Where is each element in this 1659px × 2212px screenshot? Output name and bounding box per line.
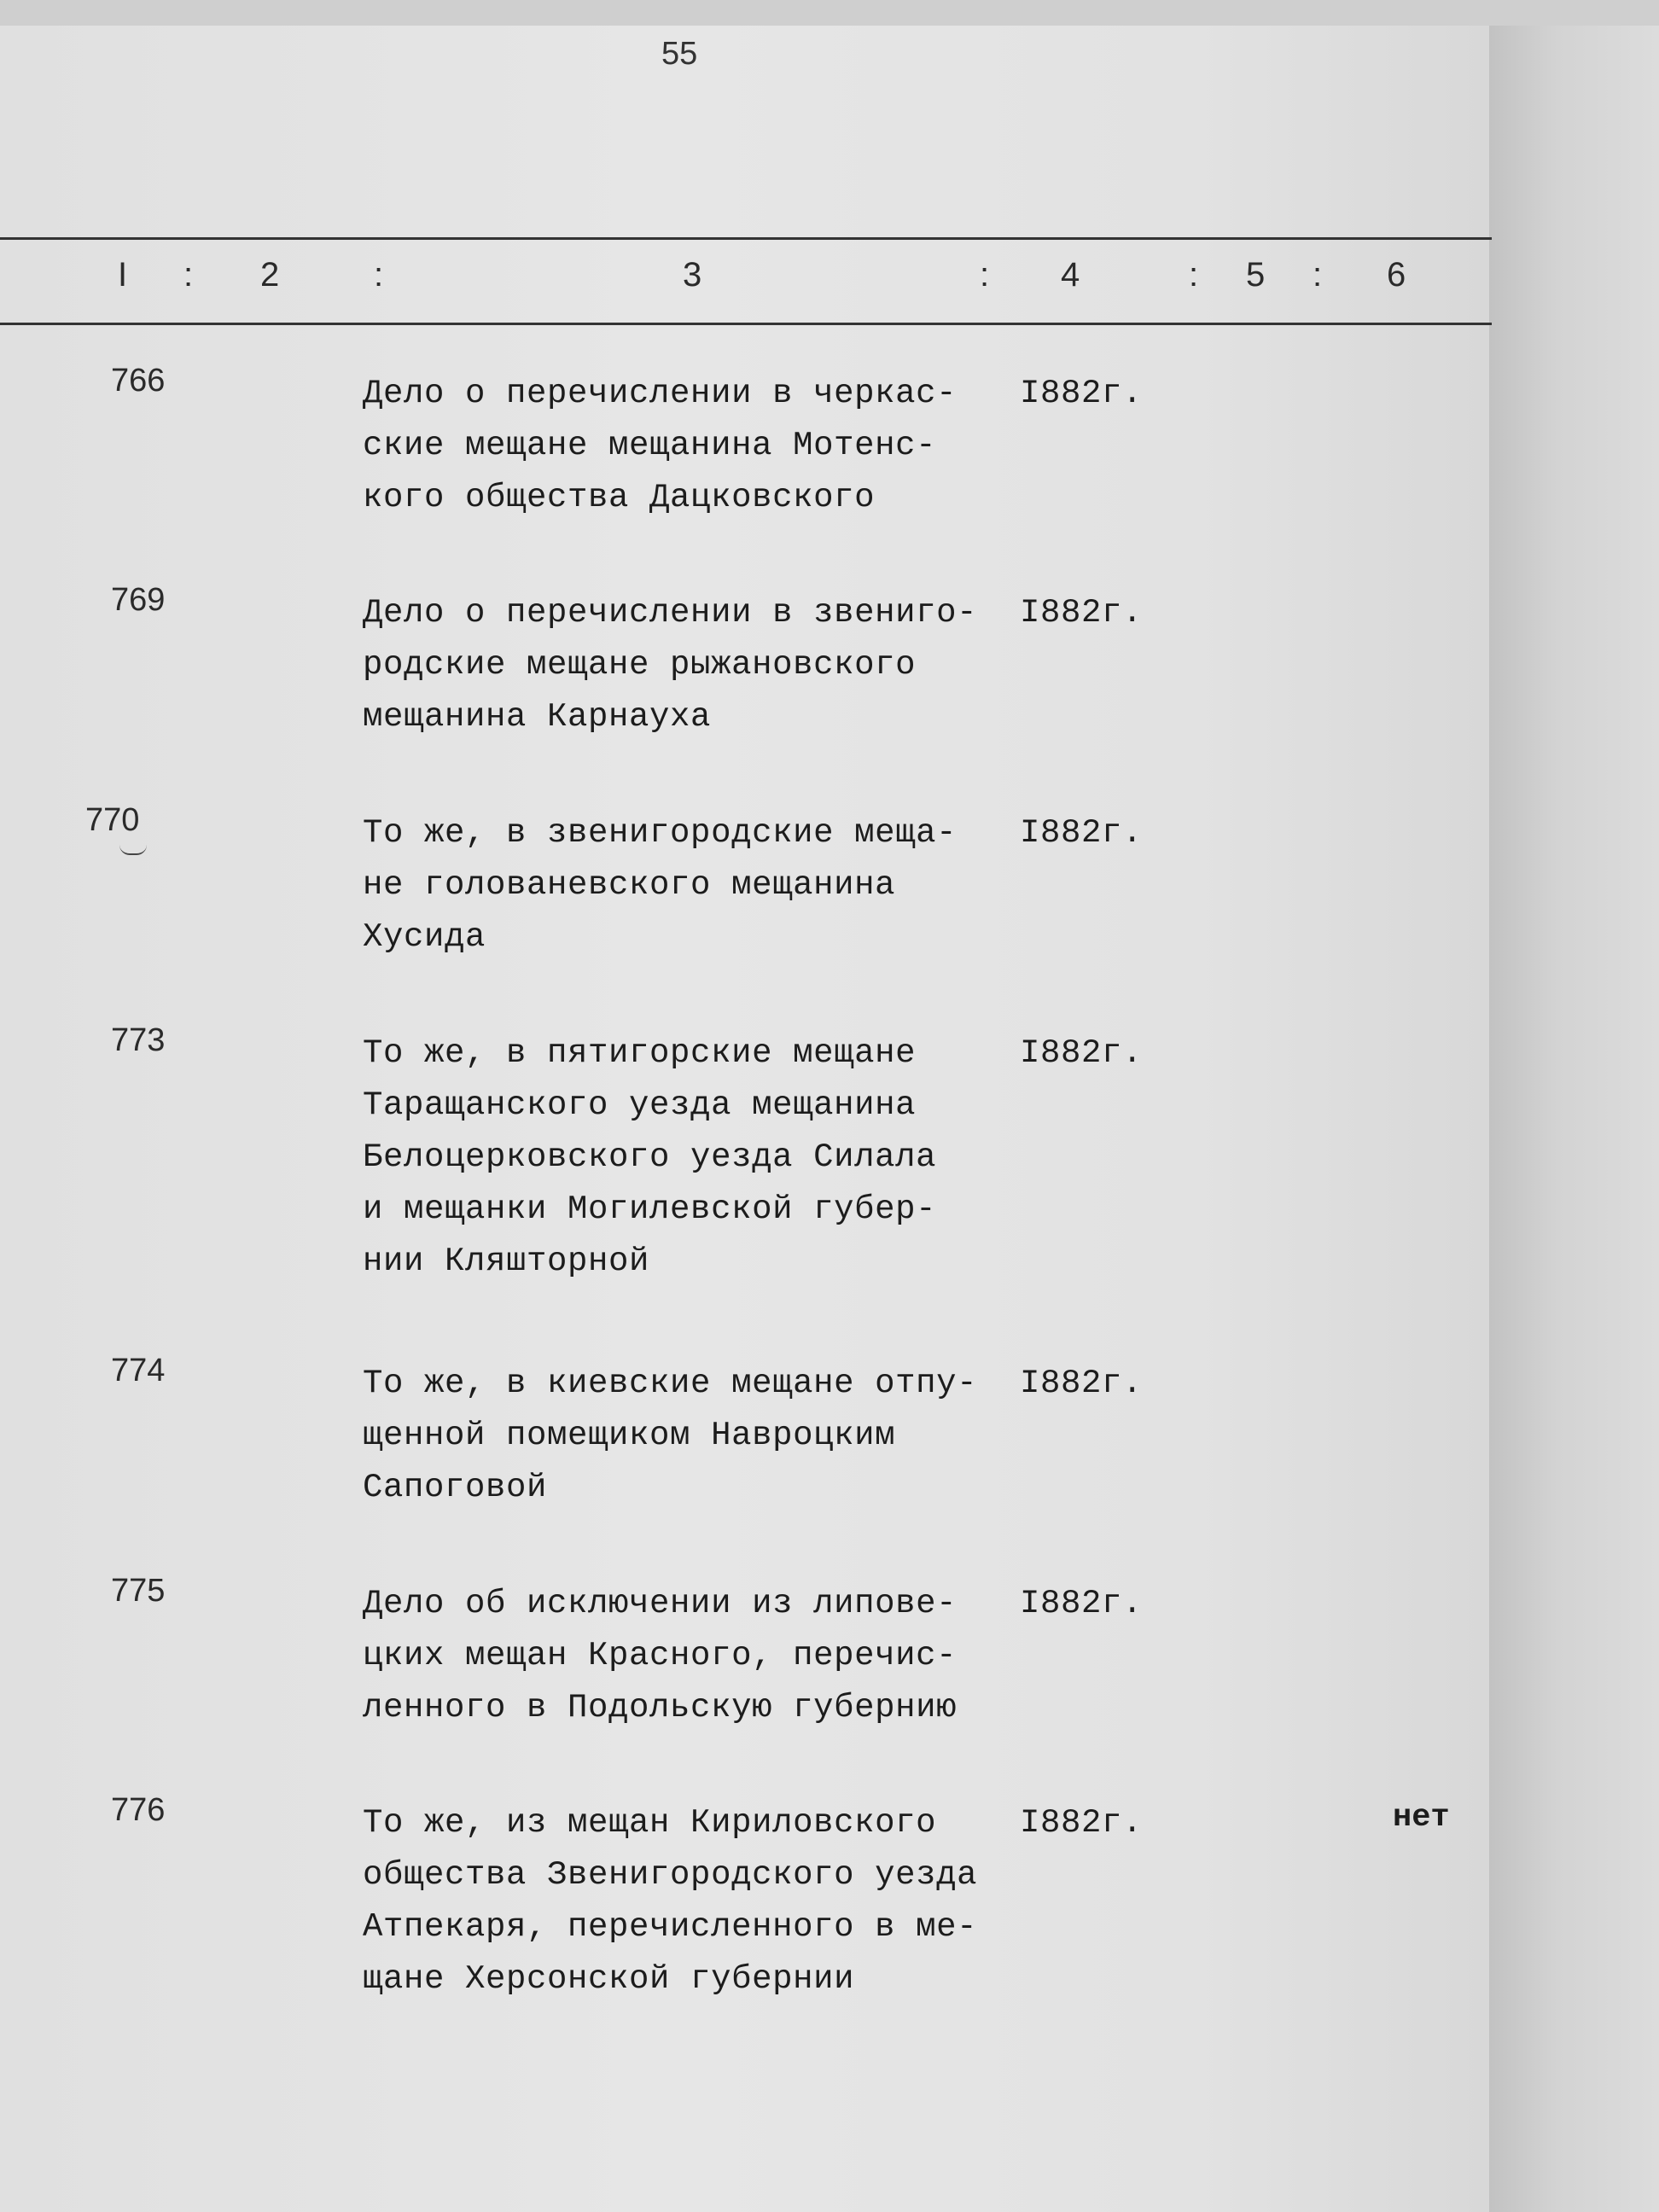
entry-title-line: Сапоговой [363, 1469, 548, 1506]
header-top-rule [0, 237, 1492, 240]
entry-title-line: ские мещане мещанина Мотенс- [363, 427, 937, 464]
header-col-5: 5 [1246, 256, 1266, 294]
entry-title-line: Хусида [363, 918, 486, 956]
entry-title-line: Атпекаря, перечисленного в ме- [363, 1908, 978, 1946]
entry-title [363, 1027, 1020, 1288]
entry-title-line: нии Кляшторной [363, 1243, 650, 1280]
entry-number: 766 [111, 363, 166, 399]
entry-year: I882г. [1020, 814, 1144, 852]
entry-title-line: и мещанки Могилевской губер- [363, 1190, 937, 1228]
entry-title-line: щенной помещиком Навроцким [363, 1417, 896, 1454]
entry-number: 775 [111, 1573, 166, 1609]
entry-title-line: общества Звенигородского уезда [363, 1856, 978, 1894]
entry-title-line: кого общества Дацковского [363, 479, 876, 516]
entry-title-line: не голованевского мещанина [363, 866, 896, 904]
entry-year: I882г. [1020, 594, 1144, 632]
entry-number: 776 [111, 1792, 166, 1828]
entry-title-line: Дело о перечислении в звениго- [363, 594, 978, 632]
entry-number: 774 [111, 1353, 166, 1388]
entry-year: I882г. [1020, 1365, 1144, 1402]
entry-title-line: Дело об исключении из липове- [363, 1585, 958, 1622]
entry-title-line: цких мещан Красного, перечис- [363, 1637, 958, 1674]
entry-title-line: мещанина Карнауха [363, 698, 712, 736]
header-col-4: 4 [1061, 256, 1080, 294]
entry-title [363, 1578, 1020, 1734]
entry-title-line: Таращанского уезда мещанина [363, 1086, 917, 1124]
entry-year: I882г. [1020, 375, 1144, 412]
header-separator: : [183, 256, 194, 294]
entry-title-line: То же, в пятигорские мещане [363, 1034, 917, 1072]
header-col-2: 2 [260, 256, 280, 294]
header-separator: : [1189, 256, 1199, 294]
entry-title-line: родские мещане рыжановского [363, 646, 917, 684]
entry-title-line: Белоцерковского уезда Силала [363, 1138, 937, 1176]
entry-title [363, 807, 1020, 963]
entry-year: I882г. [1020, 1804, 1144, 1842]
header-col-1: I [118, 256, 128, 294]
header-col-3: 3 [683, 256, 702, 294]
entry-number: 773 [111, 1022, 166, 1058]
header-separator: : [1313, 256, 1323, 294]
header-separator: : [374, 256, 384, 294]
entry-number: 769 [111, 582, 166, 618]
entry-title-line: ленного в Подольскую губернию [363, 1689, 958, 1726]
header-col-6: 6 [1387, 256, 1406, 294]
entry-title [363, 1797, 1020, 2005]
entry-title [363, 368, 1020, 524]
entry-note: нет [1393, 1800, 1450, 1836]
paper-edge-shadow [1489, 26, 1659, 2212]
entry-title-line: Дело о перечислении в черкас- [363, 375, 958, 412]
entry-title [363, 1358, 1020, 1514]
entry-title-line: То же, в звенигородские меща- [363, 814, 958, 852]
entry-title-line: То же, в киевские мещане отпу- [363, 1365, 978, 1402]
page-number: 55 [661, 36, 698, 72]
entry-title [363, 587, 1020, 743]
entry-title-line: щане Херсонской губернии [363, 1960, 855, 1998]
header-separator: : [980, 256, 990, 294]
entry-year: I882г. [1020, 1034, 1144, 1072]
header-bottom-rule [0, 323, 1492, 325]
entry-year: I882г. [1020, 1585, 1144, 1622]
entry-title-line: То же, из мещан Кириловского [363, 1804, 937, 1842]
entry-number: 770 [85, 802, 140, 838]
